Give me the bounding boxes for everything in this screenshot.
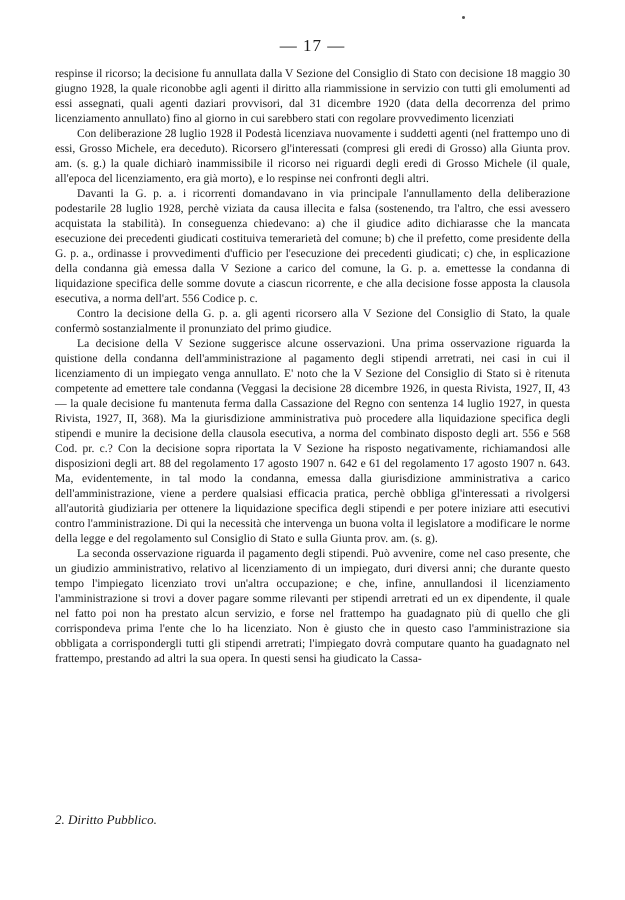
paragraph-1: respinse il ricorso; la decisione fu annullata dalla V Sezione del Consiglio di Stato con decisione 18 maggio 30 giugno 1928, la quale riconobbe agli agenti il diritto alla riammissione in servizio con tutti gli emolumenti ad essi assegnati, quali agenti daziari provvisori, dal 31 dicembre 1920 (data della decorrenza del primo licenziamento annullato) fino al giorno in cui sarebbero stati con regolare provvedimento licenziati xyxy=(55,67,570,125)
paragraph-6: La seconda osservazione riguarda il pagamento degli stipendi. Può avvenire, come nel caso presente, che un giudizio amministrativo, relativo al licenziamento di un impiegato, duri diversi anni; che durante questo tempo l'impiegato licenziato trovi un'altra occupazione; e che, infine, annullandosi il licenziamento l'amministrazione si trovi a dover pagare somme rilevanti per stipendi arretrati ed un ex dipendente, il quale nel fatto poi non ha prestato alcun servizio, e forse nel frattempo ha guadagnato più di quello che gli corrispondeva prima l'ente che lo ha licenziato. Non è giusto che in questo caso l'amministrazione sia obbligata a corrispondergli tutti gli stipendi arretrati; l'impiegato dovrà computare quanto ha guadagnato nel frattempo, prestando ad altri la sua opera. In questi sensi ha giudicato la Cassa- xyxy=(55,547,570,665)
signature-footer: 2. Diritto Pubblico. xyxy=(55,812,157,827)
page-number: — 17 — xyxy=(279,36,346,55)
paragraph-2: Con deliberazione 28 luglio 1928 il Podestà licenziava nuovamente i suddetti agenti (nel frattempo uno di essi, Grosso Michele, era deceduto). Ricorsero gl'interessati (compresi gli eredi di Grosso) alla Giunta prov. am. (s. g.) la quale dichiarò inammissibile il ricorso nei riguardi degli eredi di Grosso Michele (il quale, all'epoca del licenziamento, era già morto), e lo respinse nei confronti degli altri. xyxy=(55,127,570,185)
paragraph-5: La decisione della V Sezione suggerisce alcune osservazioni. Una prima osservazione riguarda la quistione della condanna dell'amministrazione al pagamento degli stipendi arretrati, nei casi in cui il licenziamento di un impiegato venga annullato. E' noto che la V Sezione del Consiglio di Stato si è ritenuta competente ad emettere tale condanna (Veggasi la decisione 28 dicembre 1926, in questa Rivista, 1927, II, 43 — la quale decisione fu mantenuta ferma dalla Cassazione del Regno con sentenza 14 luglio 1927, in questa Rivista, 1927, II, 368). Ma la giurisdizione amministrativa può procedere alla liquidazione specifica degli stipendi e munire la decisione della clausola esecutiva, a norma del combinato disposto degli art. 556 e 568 Cod. pr. c.? Con la decisione sopra riportata la V Sezione ha risposto negativamente, richiamandosi alle disposizioni degli art. 88 del regolamento 17 agosto 1907 n. 642 e 61 del regolamento 17 agosto 1907 n. 643. Ma, evidentemente, in tal modo la condanna, emessa dalla giurisdizione amministrativa a carico dell'amministrazione, viene a perdere qualsiasi efficacia pratica, perchè obbliga gl'interessati a rivolgersi all'autorità giudiziaria per ottenere la liquidazione specifica degli stipendi e per potere iniziare atti esecutivi contro l'amministrazione. Di qui la necessità che intervenga un buona volta il legislatore a modificare le norme della legge e del regolamento sul Consiglio di Stato e sulla Giunta prov. am. (s. g). xyxy=(55,337,570,545)
paragraph-3: Davanti la G. p. a. i ricorrenti domandavano in via principale l'annullamento della deliberazione podestarile 28 luglio 1928, perchè viziata da causa illecita e falsa (sostenendo, tra l'altro, che essi avessero acquistata la stabilità). In conseguenza chiedevano: a) che il giudice adito dichiarasse che la mancata esecuzione dei precedenti giudicati costituiva temerarietà del comune; b) che il prefetto, come presidente della G. p. a., ordinasse i provvedimenti d'ufficio per l'esecuzione dei precedenti giudicati; c) che, in esplicazione della condanna già emessa dalla V Sezione a carico del comune, la G. p. a. emettesse la condanna di liquidazione specifica delle somme dovute a ciascun ricorrente, e che alla decisione fosse apposta la clausola esecutiva, a norma dell'art. 556 Codice p. c. xyxy=(55,187,570,305)
body-text xyxy=(55,66,570,666)
print-speck xyxy=(462,16,465,19)
paragraph-4: Contro la decisione della G. p. a. gli agenti ricorsero alla V Sezione del Consiglio di Stato, la quale confermò sostanzialmente il pronunziato del primo giudice. xyxy=(55,307,570,335)
